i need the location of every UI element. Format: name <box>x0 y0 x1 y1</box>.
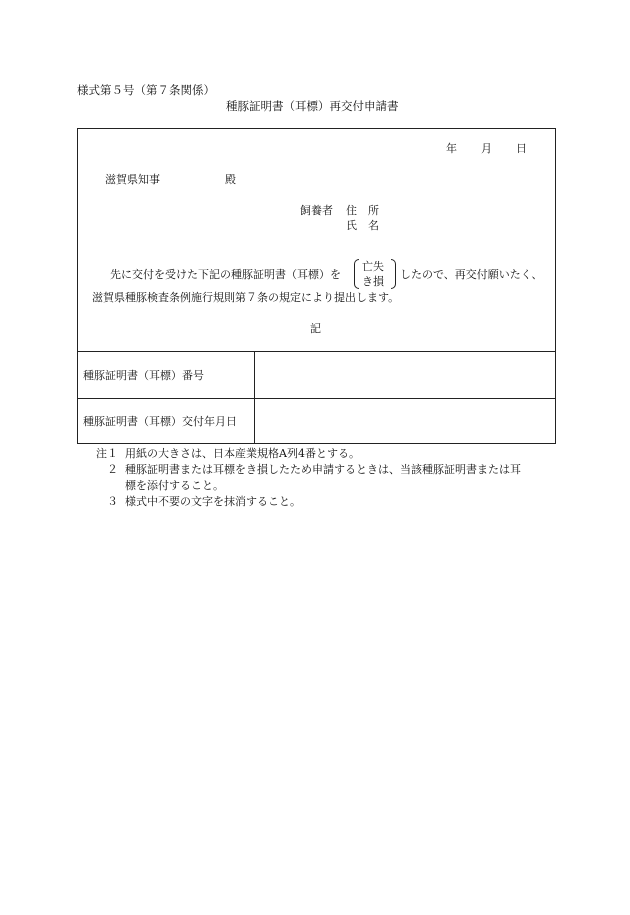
table-label-issue-date: 種豚証明書（耳標）交付年月日 <box>83 415 237 428</box>
note-number: ２ <box>107 463 118 476</box>
choice-option-damaged: き損 <box>362 275 384 288</box>
applicant-name-label: 氏 名 <box>346 219 379 232</box>
applicant-address-label: 住 所 <box>346 204 379 217</box>
body-text-line1-before: 先に交付を受けた下記の種豚証明書（耳標）を <box>110 268 341 281</box>
date-year-label: 年 <box>446 142 457 155</box>
addressee-honorific: 殿 <box>225 173 236 186</box>
note-text: 標を添付すること。 <box>125 479 224 492</box>
date-day-label: 日 <box>516 142 527 155</box>
addressee-name: 滋賀県知事 <box>105 173 160 186</box>
choice-option-lost: 亡失 <box>362 260 384 273</box>
table-label-certificate-number: 種豚証明書（耳標）番号 <box>83 369 204 382</box>
note-number: 注１ <box>96 447 118 460</box>
note-text: 用紙の大きさは、日本産業規格A列4番とする。 <box>125 447 360 460</box>
body-text-line1-after: したので、再交付願いたく、 <box>400 268 543 281</box>
body-text-line2: 滋賀県種豚検査条例施行規則第７条の規定により提出します。 <box>92 291 400 304</box>
date-month-label: 月 <box>481 142 492 155</box>
right-bracket <box>391 259 396 289</box>
left-bracket <box>354 259 359 289</box>
table-top-divider <box>78 351 555 352</box>
table-row-divider <box>78 398 555 399</box>
note-text: 様式中不要の文字を抹消すること。 <box>125 495 301 508</box>
form-number: 様式第５号（第７条関係） <box>77 83 215 97</box>
table-column-divider <box>254 351 255 444</box>
ki-heading: 記 <box>310 322 321 335</box>
note-text: 種豚証明書または耳標をき損したため申請するときは、当該種豚証明書または耳 <box>125 463 521 476</box>
form-title: 種豚証明書（耳標）再交付申請書 <box>226 99 399 113</box>
note-number: ３ <box>107 495 118 508</box>
loss-damage-choice <box>354 258 396 292</box>
applicant-role-label: 飼養者 <box>300 204 333 217</box>
